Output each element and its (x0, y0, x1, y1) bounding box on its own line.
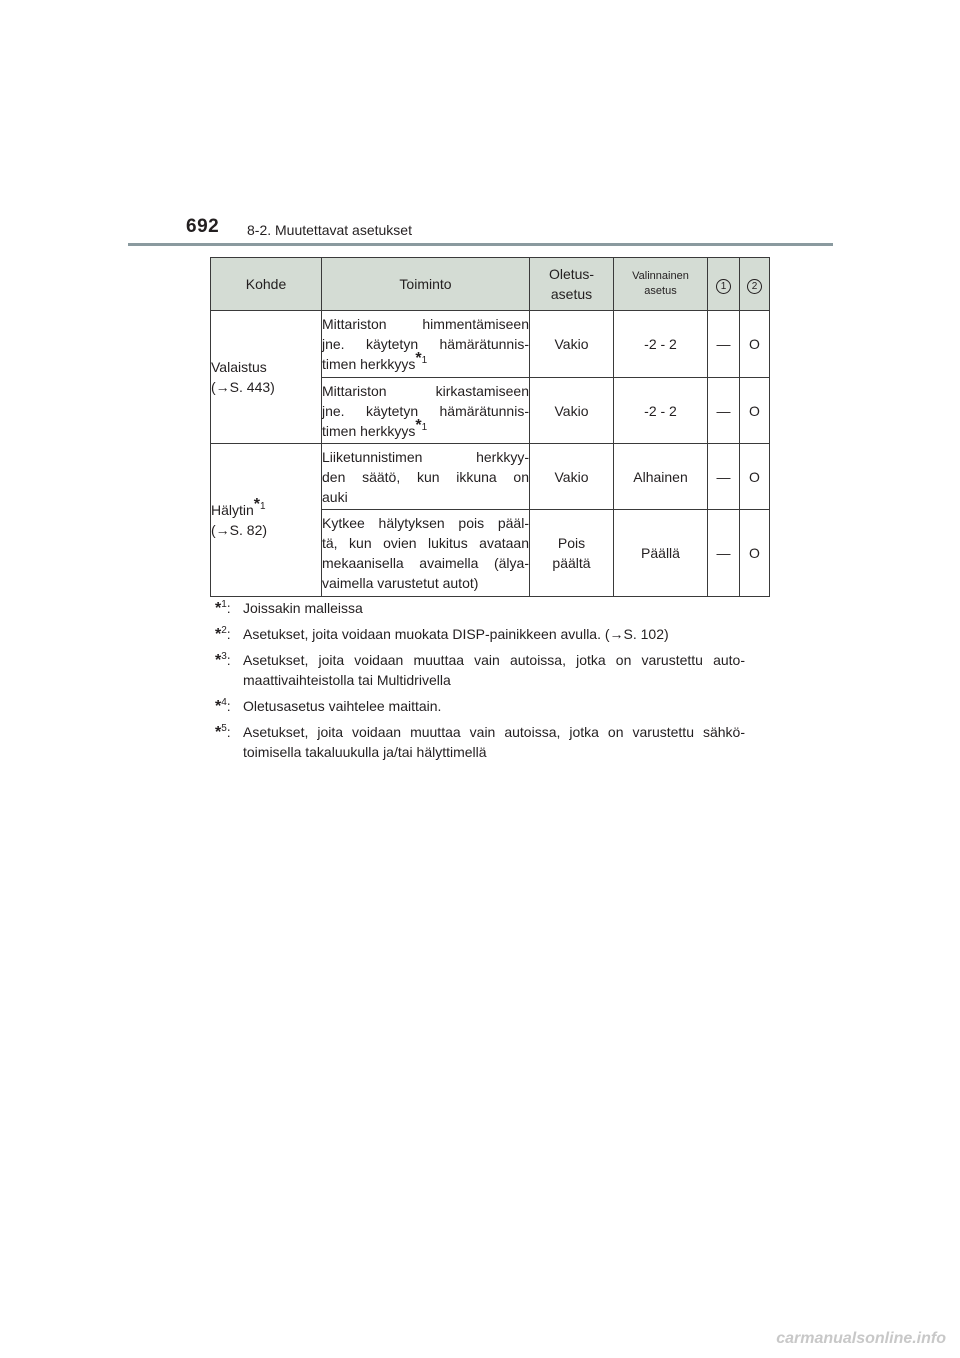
footnote-ref: *1 (253, 496, 266, 513)
col-header-oletus (530, 258, 614, 311)
col-header-oletus-line1: Oletus- (548, 266, 595, 282)
page-number: 692 (186, 216, 220, 237)
function-line: timen herkkyys (322, 422, 416, 439)
default-value: Vakio (530, 311, 614, 378)
col1-value: — (708, 510, 740, 597)
default-value: Vakio (530, 444, 614, 510)
col-header-1 (708, 258, 740, 311)
footnote-text: Oletusasetus vaihtelee maittain. (243, 698, 442, 714)
col-header-valinnainen-line1: Valinnainen (632, 270, 689, 282)
footnote-marker: *$^1$: (215, 599, 231, 617)
table-row (211, 444, 770, 510)
footnote-text: Asetukset, joita voidaan muokata DISP-painikkeen avulla. (→S. 102) (243, 626, 669, 642)
function-line: Mittariston kirkastamiseen (322, 382, 529, 399)
table-row (211, 311, 770, 378)
footnote-ref: *1 (415, 416, 428, 434)
col2-value: O (740, 378, 770, 444)
function-line: jne. käytetyn hämärätunnis- (322, 402, 529, 419)
footnote-marker: *$^2$: (215, 625, 231, 643)
function-line: jne. käytetyn hämärätunnis- (322, 336, 529, 352)
col1-value: — (708, 378, 740, 444)
default-value (530, 510, 614, 597)
header-rule (128, 243, 833, 246)
function-line: timen herkkyys (322, 356, 416, 372)
circled-number-icon: 1 (716, 279, 731, 294)
optional-value: Alhainen (614, 444, 708, 510)
footnote-ref: *1 (415, 350, 428, 367)
col-header-kohde: Kohde (211, 258, 322, 311)
item-page-ref: (→S. 443) (211, 379, 275, 395)
function-cell (322, 510, 530, 597)
footnotes (215, 598, 745, 768)
default-value-line2: päältä (552, 555, 591, 571)
function-cell (322, 444, 530, 510)
col1-value: — (708, 444, 740, 510)
col-header-valinnainen-line2: asetus (644, 285, 677, 297)
function-line: tä, kun ovien lukitus avataan (322, 535, 529, 551)
function-line: auki (322, 488, 348, 505)
col-header-oletus-line2: asetus (550, 286, 593, 302)
function-line: den säätö, kun ikkuna on (322, 468, 529, 485)
footnote-text: Asetukset, joita voidaan muuttaa vain autoissa, jotka on varustettu sähkö-toimisella takaluukulla ja/tai hälyttimellä (243, 724, 745, 760)
footnote (215, 650, 745, 690)
function-line: vaimella varustetut autot) (322, 575, 479, 591)
function-line: Mittariston himmentämiseen (322, 316, 529, 332)
default-value: Vakio (530, 378, 614, 444)
function-line: Kytkee hälytyksen pois pääl- (322, 515, 529, 531)
col1-value: — (708, 311, 740, 378)
optional-value: -2 - 2 (614, 378, 708, 444)
footnote-marker: *$^5$: (215, 723, 231, 741)
default-value-line1: Pois (557, 535, 586, 551)
function-cell (322, 311, 530, 378)
item-page-ref: (→S. 82) (211, 522, 268, 538)
item-cell (211, 444, 322, 597)
function-line: Liiketunnistimen herkkyy- (322, 448, 529, 465)
footnote-marker: *$^4$: (215, 697, 231, 715)
col-header-toiminto: Toiminto (322, 258, 530, 311)
item-cell (211, 311, 322, 444)
col-header-valinnainen (614, 258, 708, 311)
section-title: 8-2. Muutettavat asetukset (247, 222, 412, 238)
item-name: Hälytin$^{*1}$ (211, 496, 266, 518)
col2-value: O (740, 311, 770, 378)
col-header-2 (740, 258, 770, 311)
function-line: mekaanisella avaimella (älya- (322, 555, 529, 571)
circled-number-icon: 2 (747, 279, 762, 294)
function-cell (322, 378, 530, 444)
footnote (215, 598, 745, 618)
table-header-row (211, 258, 770, 311)
watermark: carmanualsonline.info (776, 1330, 946, 1347)
footnote-marker: *$^3$: (215, 651, 231, 669)
settings-table (210, 257, 770, 597)
col2-value: O (740, 510, 770, 597)
col2-value: O (740, 444, 770, 510)
footnote (215, 722, 745, 762)
footnote (215, 624, 745, 644)
footnote (215, 696, 745, 716)
footnote-text: Joissakin malleissa (243, 600, 363, 616)
optional-value: Päällä (614, 510, 708, 597)
optional-value: -2 - 2 (614, 311, 708, 378)
item-name: Valaistus (211, 359, 267, 375)
footnote-text: Asetukset, joita voidaan muuttaa vain autoissa, jotka on varustettu auto-maattivaihteistolla tai Multidrivella (243, 652, 745, 688)
